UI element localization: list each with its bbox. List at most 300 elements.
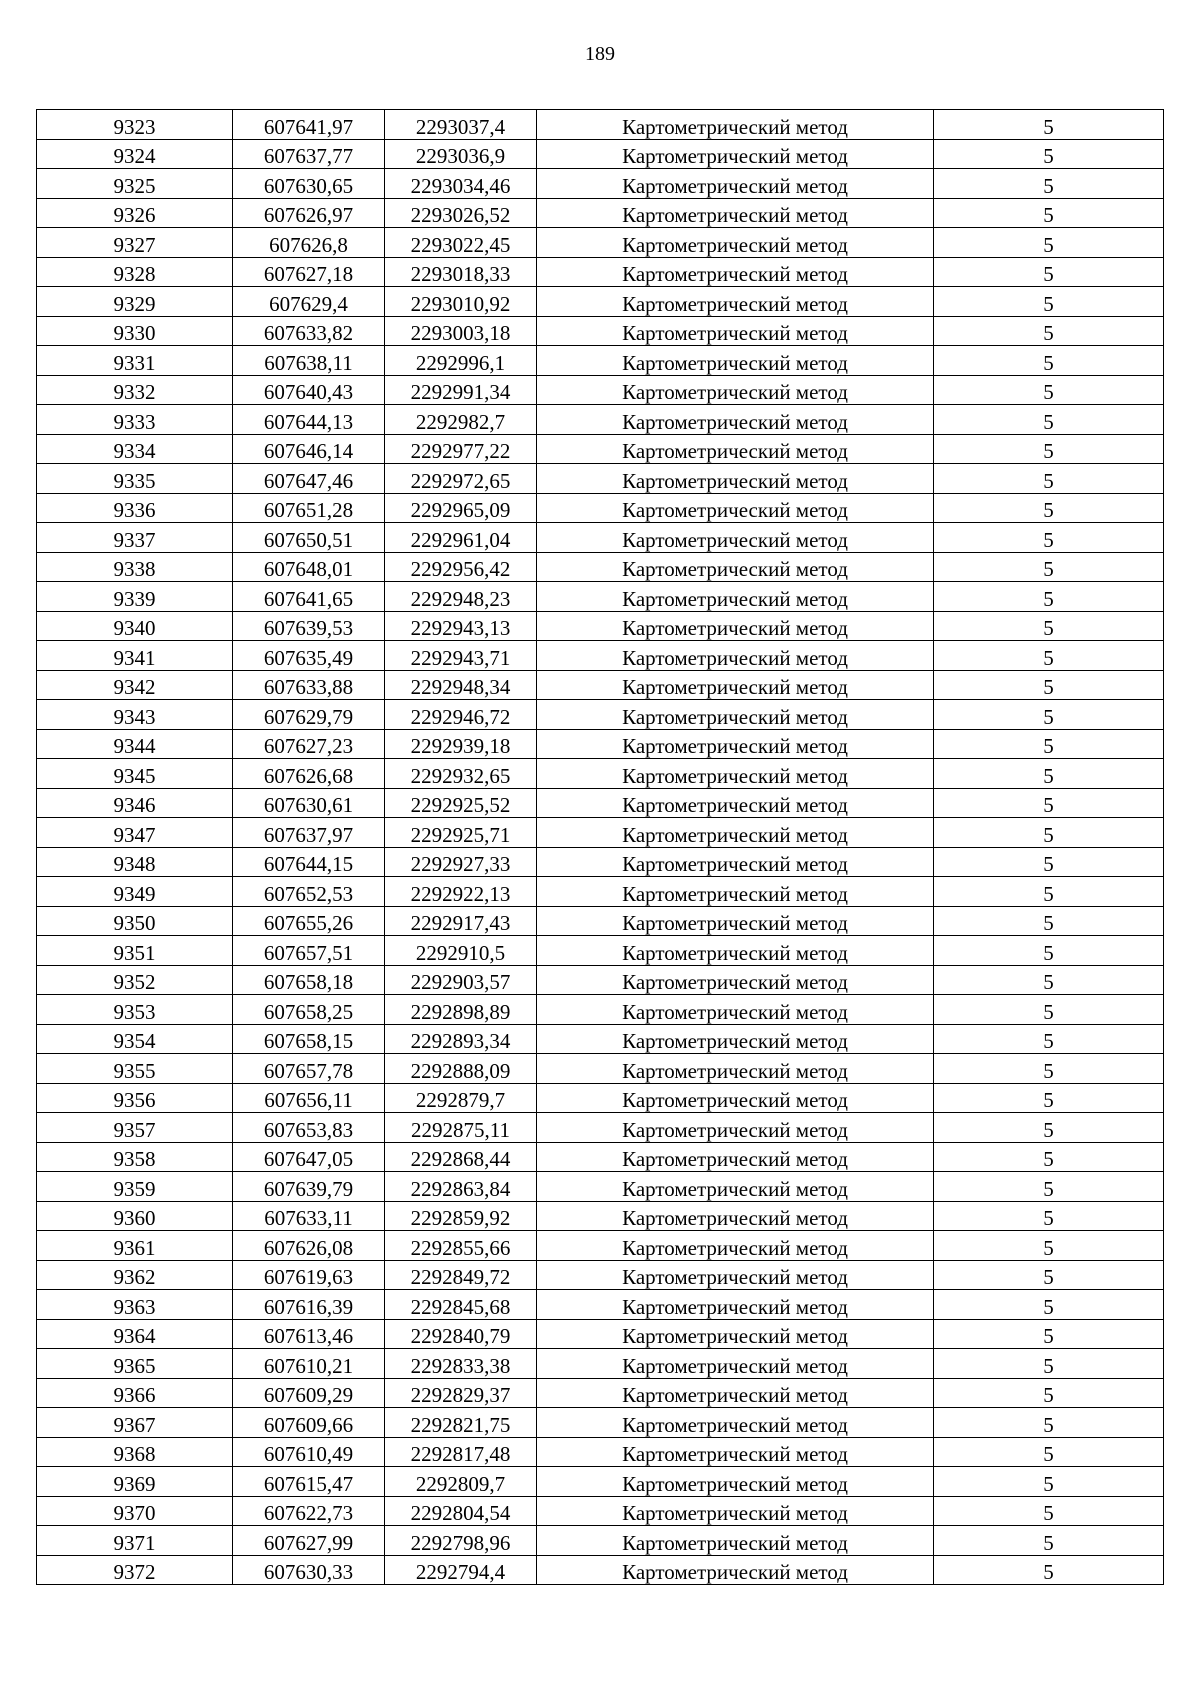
method-cell: Картометрический метод <box>537 552 934 582</box>
y-coordinate-cell: 2292943,13 <box>385 611 537 641</box>
y-coordinate-cell: 2293036,9 <box>385 139 537 169</box>
table-row <box>37 759 1164 789</box>
x-coordinate-cell: 607647,46 <box>233 464 385 494</box>
y-coordinate-cell: 2292829,37 <box>385 1378 537 1408</box>
method-cell: Картометрический метод <box>537 464 934 494</box>
method-cell: Картометрический метод <box>537 582 934 612</box>
x-coordinate-cell: 607653,83 <box>233 1113 385 1143</box>
point-number-cell: 9339 <box>37 582 233 612</box>
table-row <box>37 228 1164 258</box>
point-number-cell: 9349 <box>37 877 233 907</box>
point-number-cell: 9366 <box>37 1378 233 1408</box>
x-coordinate-cell: 607650,51 <box>233 523 385 553</box>
x-coordinate-cell: 607658,15 <box>233 1024 385 1054</box>
accuracy-cell: 5 <box>934 1555 1164 1585</box>
y-coordinate-cell: 2292817,48 <box>385 1437 537 1467</box>
x-coordinate-cell: 607635,49 <box>233 641 385 671</box>
accuracy-cell: 5 <box>934 110 1164 140</box>
table-row <box>37 877 1164 907</box>
y-coordinate-cell: 2292840,79 <box>385 1319 537 1349</box>
y-coordinate-cell: 2292809,7 <box>385 1467 537 1497</box>
table-row <box>37 995 1164 1025</box>
table-row <box>37 1467 1164 1497</box>
accuracy-cell: 5 <box>934 1378 1164 1408</box>
table-row <box>37 434 1164 464</box>
y-coordinate-cell: 2292821,75 <box>385 1408 537 1438</box>
y-coordinate-cell: 2292948,34 <box>385 670 537 700</box>
x-coordinate-cell: 607647,05 <box>233 1142 385 1172</box>
point-number-cell: 9372 <box>37 1555 233 1585</box>
x-coordinate-cell: 607626,08 <box>233 1231 385 1261</box>
point-number-cell: 9371 <box>37 1526 233 1556</box>
y-coordinate-cell: 2292956,42 <box>385 552 537 582</box>
method-cell: Картометрический метод <box>537 1054 934 1084</box>
x-coordinate-cell: 607622,73 <box>233 1496 385 1526</box>
x-coordinate-cell: 607658,25 <box>233 995 385 1025</box>
y-coordinate-cell: 2292888,09 <box>385 1054 537 1084</box>
coordinates-table-body <box>37 110 1164 1585</box>
method-cell: Картометрический метод <box>537 877 934 907</box>
point-number-cell: 9355 <box>37 1054 233 1084</box>
accuracy-cell: 5 <box>934 375 1164 405</box>
table-row <box>37 1408 1164 1438</box>
method-cell: Картометрический метод <box>537 375 934 405</box>
x-coordinate-cell: 607630,65 <box>233 169 385 199</box>
accuracy-cell: 5 <box>934 1349 1164 1379</box>
x-coordinate-cell: 607640,43 <box>233 375 385 405</box>
y-coordinate-cell: 2292932,65 <box>385 759 537 789</box>
method-cell: Картометрический метод <box>537 1526 934 1556</box>
method-cell: Картометрический метод <box>537 1378 934 1408</box>
method-cell: Картометрический метод <box>537 700 934 730</box>
table-row <box>37 523 1164 553</box>
y-coordinate-cell: 2292893,34 <box>385 1024 537 1054</box>
method-cell: Картометрический метод <box>537 995 934 1025</box>
point-number-cell: 9330 <box>37 316 233 346</box>
table-row <box>37 464 1164 494</box>
table-row <box>37 1172 1164 1202</box>
method-cell: Картометрический метод <box>537 1496 934 1526</box>
page-number: 189 <box>585 43 615 65</box>
table-row <box>37 1290 1164 1320</box>
point-number-cell: 9344 <box>37 729 233 759</box>
accuracy-cell: 5 <box>934 405 1164 435</box>
x-coordinate-cell: 607648,01 <box>233 552 385 582</box>
point-number-cell: 9359 <box>37 1172 233 1202</box>
method-cell: Картометрический метод <box>537 818 934 848</box>
point-number-cell: 9367 <box>37 1408 233 1438</box>
accuracy-cell: 5 <box>934 434 1164 464</box>
y-coordinate-cell: 2292910,5 <box>385 936 537 966</box>
accuracy-cell: 5 <box>934 788 1164 818</box>
point-number-cell: 9328 <box>37 257 233 287</box>
y-coordinate-cell: 2293010,92 <box>385 287 537 317</box>
point-number-cell: 9369 <box>37 1467 233 1497</box>
table-row <box>37 641 1164 671</box>
table-row <box>37 1260 1164 1290</box>
point-number-cell: 9351 <box>37 936 233 966</box>
y-coordinate-cell: 2292868,44 <box>385 1142 537 1172</box>
x-coordinate-cell: 607633,11 <box>233 1201 385 1231</box>
method-cell: Картометрический метод <box>537 1408 934 1438</box>
method-cell: Картометрический метод <box>537 1555 934 1585</box>
accuracy-cell: 5 <box>934 611 1164 641</box>
accuracy-cell: 5 <box>934 877 1164 907</box>
point-number-cell: 9357 <box>37 1113 233 1143</box>
accuracy-cell: 5 <box>934 1319 1164 1349</box>
point-number-cell: 9336 <box>37 493 233 523</box>
x-coordinate-cell: 607609,66 <box>233 1408 385 1438</box>
table-row <box>37 1437 1164 1467</box>
x-coordinate-cell: 607657,78 <box>233 1054 385 1084</box>
y-coordinate-cell: 2292982,7 <box>385 405 537 435</box>
accuracy-cell: 5 <box>934 523 1164 553</box>
point-number-cell: 9337 <box>37 523 233 553</box>
method-cell: Картометрический метод <box>537 759 934 789</box>
y-coordinate-cell: 2292943,71 <box>385 641 537 671</box>
accuracy-cell: 5 <box>934 198 1164 228</box>
y-coordinate-cell: 2293018,33 <box>385 257 537 287</box>
y-coordinate-cell: 2292948,23 <box>385 582 537 612</box>
accuracy-cell: 5 <box>934 818 1164 848</box>
method-cell: Картометрический метод <box>537 670 934 700</box>
accuracy-cell: 5 <box>934 346 1164 376</box>
point-number-cell: 9347 <box>37 818 233 848</box>
point-number-cell: 9342 <box>37 670 233 700</box>
x-coordinate-cell: 607627,23 <box>233 729 385 759</box>
y-coordinate-cell: 2292925,52 <box>385 788 537 818</box>
x-coordinate-cell: 607609,29 <box>233 1378 385 1408</box>
method-cell: Картометрический метод <box>537 228 934 258</box>
accuracy-cell: 5 <box>934 1142 1164 1172</box>
point-number-cell: 9363 <box>37 1290 233 1320</box>
x-coordinate-cell: 607657,51 <box>233 936 385 966</box>
point-number-cell: 9325 <box>37 169 233 199</box>
y-coordinate-cell: 2293034,46 <box>385 169 537 199</box>
point-number-cell: 9368 <box>37 1437 233 1467</box>
point-number-cell: 9343 <box>37 700 233 730</box>
method-cell: Картометрический метод <box>537 110 934 140</box>
point-number-cell: 9323 <box>37 110 233 140</box>
x-coordinate-cell: 607633,88 <box>233 670 385 700</box>
y-coordinate-cell: 2293026,52 <box>385 198 537 228</box>
x-coordinate-cell: 607651,28 <box>233 493 385 523</box>
method-cell: Картометрический метод <box>537 287 934 317</box>
x-coordinate-cell: 607641,97 <box>233 110 385 140</box>
y-coordinate-cell: 2292875,11 <box>385 1113 537 1143</box>
x-coordinate-cell: 607610,21 <box>233 1349 385 1379</box>
y-coordinate-cell: 2292855,66 <box>385 1231 537 1261</box>
y-coordinate-cell: 2292961,04 <box>385 523 537 553</box>
table-row <box>37 1496 1164 1526</box>
x-coordinate-cell: 607615,47 <box>233 1467 385 1497</box>
method-cell: Картометрический метод <box>537 1260 934 1290</box>
accuracy-cell: 5 <box>934 1496 1164 1526</box>
x-coordinate-cell: 607639,79 <box>233 1172 385 1202</box>
point-number-cell: 9361 <box>37 1231 233 1261</box>
table-row <box>37 729 1164 759</box>
y-coordinate-cell: 2292991,34 <box>385 375 537 405</box>
x-coordinate-cell: 607656,11 <box>233 1083 385 1113</box>
x-coordinate-cell: 607627,99 <box>233 1526 385 1556</box>
table-row <box>37 405 1164 435</box>
point-number-cell: 9335 <box>37 464 233 494</box>
method-cell: Картометрический метод <box>537 965 934 995</box>
table-row <box>37 169 1164 199</box>
accuracy-cell: 5 <box>934 169 1164 199</box>
point-number-cell: 9345 <box>37 759 233 789</box>
point-number-cell: 9346 <box>37 788 233 818</box>
accuracy-cell: 5 <box>934 1467 1164 1497</box>
table-row <box>37 139 1164 169</box>
y-coordinate-cell: 2292879,7 <box>385 1083 537 1113</box>
table-row <box>37 110 1164 140</box>
y-coordinate-cell: 2292927,33 <box>385 847 537 877</box>
accuracy-cell: 5 <box>934 700 1164 730</box>
x-coordinate-cell: 607627,18 <box>233 257 385 287</box>
method-cell: Картометрический метод <box>537 1290 934 1320</box>
table-row <box>37 611 1164 641</box>
method-cell: Картометрический метод <box>537 346 934 376</box>
x-coordinate-cell: 607619,63 <box>233 1260 385 1290</box>
coordinates-table <box>36 109 1164 1585</box>
y-coordinate-cell: 2293022,45 <box>385 228 537 258</box>
table-row <box>37 788 1164 818</box>
table-row <box>37 965 1164 995</box>
method-cell: Картометрический метод <box>537 1113 934 1143</box>
point-number-cell: 9350 <box>37 906 233 936</box>
y-coordinate-cell: 2292804,54 <box>385 1496 537 1526</box>
point-number-cell: 9332 <box>37 375 233 405</box>
accuracy-cell: 5 <box>934 1290 1164 1320</box>
x-coordinate-cell: 607629,4 <box>233 287 385 317</box>
table-row <box>37 818 1164 848</box>
table-row <box>37 1054 1164 1084</box>
method-cell: Картометрический метод <box>537 257 934 287</box>
method-cell: Картометрический метод <box>537 1201 934 1231</box>
accuracy-cell: 5 <box>934 1054 1164 1084</box>
method-cell: Картометрический метод <box>537 405 934 435</box>
method-cell: Картометрический метод <box>537 1024 934 1054</box>
method-cell: Картометрический метод <box>537 641 934 671</box>
x-coordinate-cell: 607646,14 <box>233 434 385 464</box>
y-coordinate-cell: 2292798,96 <box>385 1526 537 1556</box>
y-coordinate-cell: 2293037,4 <box>385 110 537 140</box>
y-coordinate-cell: 2292946,72 <box>385 700 537 730</box>
method-cell: Картометрический метод <box>537 1437 934 1467</box>
point-number-cell: 9331 <box>37 346 233 376</box>
table-row <box>37 493 1164 523</box>
accuracy-cell: 5 <box>934 582 1164 612</box>
point-number-cell: 9353 <box>37 995 233 1025</box>
point-number-cell: 9348 <box>37 847 233 877</box>
table-row <box>37 1231 1164 1261</box>
x-coordinate-cell: 607637,97 <box>233 818 385 848</box>
point-number-cell: 9329 <box>37 287 233 317</box>
point-number-cell: 9338 <box>37 552 233 582</box>
table-row <box>37 1555 1164 1585</box>
accuracy-cell: 5 <box>934 493 1164 523</box>
x-coordinate-cell: 607638,11 <box>233 346 385 376</box>
table-row <box>37 1201 1164 1231</box>
table-row <box>37 936 1164 966</box>
y-coordinate-cell: 2292939,18 <box>385 729 537 759</box>
point-number-cell: 9327 <box>37 228 233 258</box>
point-number-cell: 9356 <box>37 1083 233 1113</box>
table-row <box>37 1349 1164 1379</box>
table-row <box>37 1319 1164 1349</box>
point-number-cell: 9334 <box>37 434 233 464</box>
accuracy-cell: 5 <box>934 287 1164 317</box>
method-cell: Картометрический метод <box>537 523 934 553</box>
accuracy-cell: 5 <box>934 464 1164 494</box>
point-number-cell: 9340 <box>37 611 233 641</box>
accuracy-cell: 5 <box>934 1408 1164 1438</box>
method-cell: Картометрический метод <box>537 434 934 464</box>
method-cell: Картометрический метод <box>537 198 934 228</box>
table-row <box>37 582 1164 612</box>
accuracy-cell: 5 <box>934 1437 1164 1467</box>
x-coordinate-cell: 607644,13 <box>233 405 385 435</box>
table-row <box>37 1024 1164 1054</box>
method-cell: Картометрический метод <box>537 493 934 523</box>
accuracy-cell: 5 <box>934 670 1164 700</box>
table-row <box>37 670 1164 700</box>
y-coordinate-cell: 2292898,89 <box>385 995 537 1025</box>
method-cell: Картометрический метод <box>537 788 934 818</box>
method-cell: Картометрический метод <box>537 1231 934 1261</box>
y-coordinate-cell: 2292859,92 <box>385 1201 537 1231</box>
method-cell: Картометрический метод <box>537 1083 934 1113</box>
x-coordinate-cell: 607613,46 <box>233 1319 385 1349</box>
y-coordinate-cell: 2292849,72 <box>385 1260 537 1290</box>
accuracy-cell: 5 <box>934 1113 1164 1143</box>
method-cell: Картометрический метод <box>537 611 934 641</box>
table-row <box>37 1378 1164 1408</box>
point-number-cell: 9358 <box>37 1142 233 1172</box>
x-coordinate-cell: 607655,26 <box>233 906 385 936</box>
method-cell: Картометрический метод <box>537 169 934 199</box>
point-number-cell: 9341 <box>37 641 233 671</box>
accuracy-cell: 5 <box>934 1231 1164 1261</box>
table-row <box>37 346 1164 376</box>
accuracy-cell: 5 <box>934 1083 1164 1113</box>
y-coordinate-cell: 2292965,09 <box>385 493 537 523</box>
point-number-cell: 9324 <box>37 139 233 169</box>
accuracy-cell: 5 <box>934 729 1164 759</box>
table-row <box>37 257 1164 287</box>
method-cell: Картометрический метод <box>537 1467 934 1497</box>
point-number-cell: 9352 <box>37 965 233 995</box>
accuracy-cell: 5 <box>934 759 1164 789</box>
method-cell: Картометрический метод <box>537 1142 934 1172</box>
method-cell: Картометрический метод <box>537 1319 934 1349</box>
accuracy-cell: 5 <box>934 139 1164 169</box>
x-coordinate-cell: 607630,33 <box>233 1555 385 1585</box>
accuracy-cell: 5 <box>934 1024 1164 1054</box>
table-row <box>37 847 1164 877</box>
point-number-cell: 9362 <box>37 1260 233 1290</box>
x-coordinate-cell: 607639,53 <box>233 611 385 641</box>
y-coordinate-cell: 2292972,65 <box>385 464 537 494</box>
x-coordinate-cell: 607641,65 <box>233 582 385 612</box>
y-coordinate-cell: 2292922,13 <box>385 877 537 907</box>
table-row <box>37 375 1164 405</box>
accuracy-cell: 5 <box>934 936 1164 966</box>
method-cell: Картометрический метод <box>537 906 934 936</box>
accuracy-cell: 5 <box>934 1172 1164 1202</box>
x-coordinate-cell: 607658,18 <box>233 965 385 995</box>
x-coordinate-cell: 607629,79 <box>233 700 385 730</box>
table-row <box>37 198 1164 228</box>
table-row <box>37 1142 1164 1172</box>
point-number-cell: 9354 <box>37 1024 233 1054</box>
method-cell: Картометрический метод <box>537 316 934 346</box>
accuracy-cell: 5 <box>934 1526 1164 1556</box>
y-coordinate-cell: 2292996,1 <box>385 346 537 376</box>
x-coordinate-cell: 607652,53 <box>233 877 385 907</box>
x-coordinate-cell: 607616,39 <box>233 1290 385 1320</box>
y-coordinate-cell: 2292917,43 <box>385 906 537 936</box>
accuracy-cell: 5 <box>934 995 1164 1025</box>
accuracy-cell: 5 <box>934 257 1164 287</box>
accuracy-cell: 5 <box>934 965 1164 995</box>
table-row <box>37 1113 1164 1143</box>
method-cell: Картометрический метод <box>537 847 934 877</box>
point-number-cell: 9364 <box>37 1319 233 1349</box>
accuracy-cell: 5 <box>934 1201 1164 1231</box>
table-row <box>37 287 1164 317</box>
accuracy-cell: 5 <box>934 228 1164 258</box>
x-coordinate-cell: 607644,15 <box>233 847 385 877</box>
table-row <box>37 316 1164 346</box>
x-coordinate-cell: 607637,77 <box>233 139 385 169</box>
accuracy-cell: 5 <box>934 847 1164 877</box>
accuracy-cell: 5 <box>934 906 1164 936</box>
point-number-cell: 9333 <box>37 405 233 435</box>
table-row <box>37 700 1164 730</box>
method-cell: Картометрический метод <box>537 139 934 169</box>
point-number-cell: 9365 <box>37 1349 233 1379</box>
y-coordinate-cell: 2293003,18 <box>385 316 537 346</box>
x-coordinate-cell: 607626,8 <box>233 228 385 258</box>
point-number-cell: 9326 <box>37 198 233 228</box>
accuracy-cell: 5 <box>934 552 1164 582</box>
y-coordinate-cell: 2292833,38 <box>385 1349 537 1379</box>
x-coordinate-cell: 607626,68 <box>233 759 385 789</box>
y-coordinate-cell: 2292977,22 <box>385 434 537 464</box>
method-cell: Картометрический метод <box>537 1349 934 1379</box>
table-row <box>37 1526 1164 1556</box>
method-cell: Картометрический метод <box>537 1172 934 1202</box>
method-cell: Картометрический метод <box>537 936 934 966</box>
y-coordinate-cell: 2292863,84 <box>385 1172 537 1202</box>
y-coordinate-cell: 2292925,71 <box>385 818 537 848</box>
y-coordinate-cell: 2292794,4 <box>385 1555 537 1585</box>
x-coordinate-cell: 607626,97 <box>233 198 385 228</box>
method-cell: Картометрический метод <box>537 729 934 759</box>
table-row <box>37 552 1164 582</box>
accuracy-cell: 5 <box>934 316 1164 346</box>
accuracy-cell: 5 <box>934 1260 1164 1290</box>
point-number-cell: 9360 <box>37 1201 233 1231</box>
y-coordinate-cell: 2292845,68 <box>385 1290 537 1320</box>
table-row <box>37 1083 1164 1113</box>
point-number-cell: 9370 <box>37 1496 233 1526</box>
table-row <box>37 906 1164 936</box>
x-coordinate-cell: 607610,49 <box>233 1437 385 1467</box>
accuracy-cell: 5 <box>934 641 1164 671</box>
